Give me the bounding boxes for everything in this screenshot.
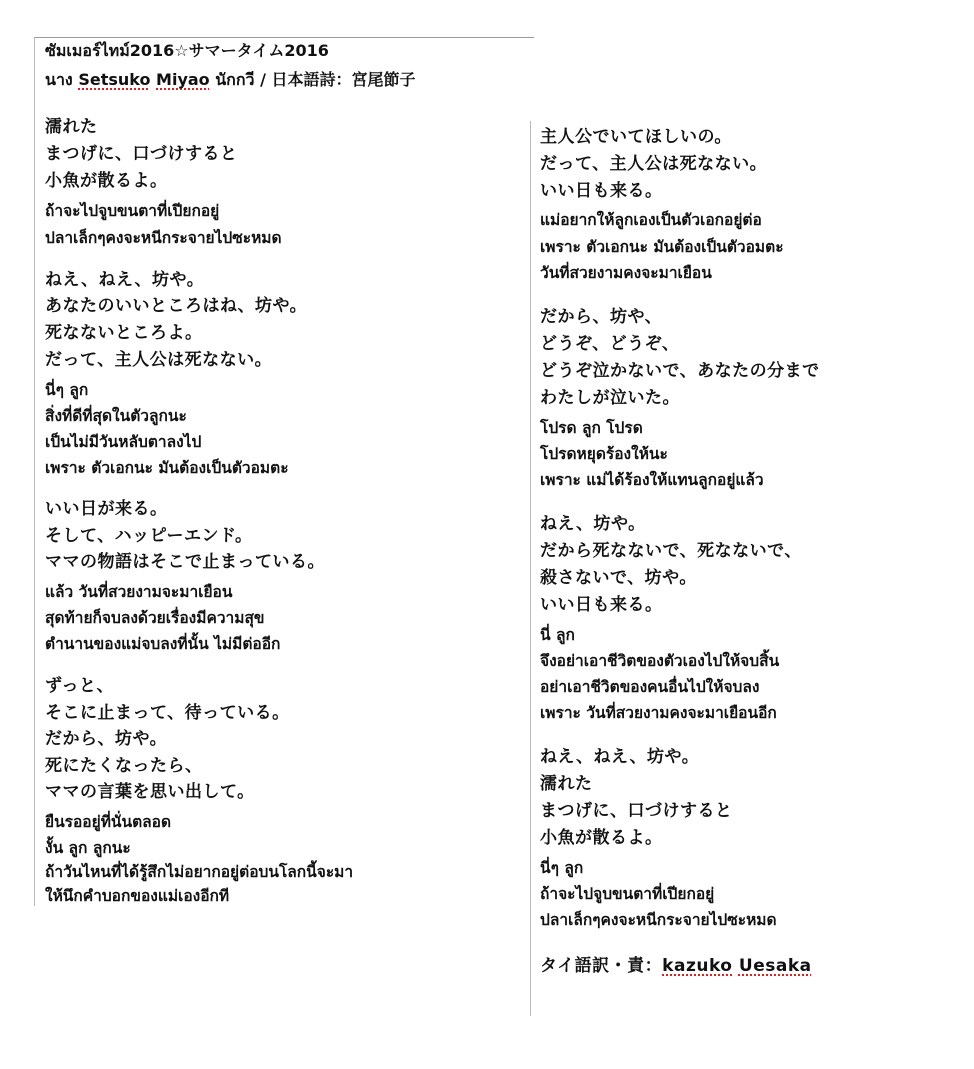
thai-line: ปลาเล็กๆคงจะหนีกระจายไปซะหมด <box>540 911 777 929</box>
stanza-line: 死にたくなったら、 <box>45 756 203 776</box>
credit-name-last: Miyao <box>156 70 210 89</box>
stanza-line: だって、主人公は死なない。 <box>45 350 273 370</box>
thai-line: ถ้าจะไปจูบขนตาที่เปียกอยู่ <box>45 202 220 220</box>
stanza-line: ずっと、 <box>45 676 114 696</box>
stanza-line: だから、坊や、 <box>540 307 663 327</box>
thai-line: ยืนรออยู่ที่นั่นตลอด <box>45 813 172 831</box>
stanza-line: 殺さないで、坊や。 <box>540 568 697 588</box>
stanza-line: ねえ、ねえ、坊や。 <box>45 270 205 290</box>
stanza-line: ねえ、坊や。 <box>540 514 646 534</box>
thai-line: ให้นึกคำบอกของแม่เองอีกที <box>45 887 230 905</box>
thai-line: เพราะ ตัวเอกนะ มันต้องเป็นตัวอมตะ <box>45 459 289 477</box>
thai-line: งั้น ลูก ลูกนะ <box>45 839 131 857</box>
stanza-line: 濡れた <box>540 774 593 794</box>
thai-line: โปรด ลูก โปรด <box>540 419 643 437</box>
stanza-line: まつげに、口づけすると <box>540 801 733 821</box>
thai-line: โปรดหยุดร้องให้นะ <box>540 445 668 463</box>
thai-line: เพราะ วันที่สวยงามคงจะมาเยือนอีก <box>540 704 777 722</box>
translator-credit <box>540 956 812 976</box>
stanza-line: だから死なないで、死なないで、 <box>540 541 802 561</box>
stanza-line: ママの言葉を思い出して。 <box>45 782 255 802</box>
stanza-line: 小魚が散るよ。 <box>45 171 168 191</box>
stanza-line: どうぞ、どうぞ、 <box>540 334 680 354</box>
translator-name-last: Uesaka <box>738 956 812 976</box>
thai-line: ตำนานของแม่จบลงที่นั้น ไม่มีต่ออีก <box>45 635 281 653</box>
stanza-line: 小魚が散るよ。 <box>540 828 663 848</box>
translator-prefix: タイ語訳・責： <box>540 956 663 976</box>
right-text-column <box>530 121 950 1016</box>
thai-line: เพราะ ตัวเอกนะ มันต้องเป็นตัวอมตะ <box>540 238 784 256</box>
stanza-line: あなたのいいところはね、坊や。 <box>45 296 308 316</box>
thai-line: แม่อยากให้ลูกเองเป็นตัวเอกอยู่ต่อ <box>540 211 762 229</box>
stanza-line: どうぞ泣かないで、あなたの分まで <box>540 361 820 381</box>
stanza-line: ねえ、ねえ、坊や。 <box>540 747 700 767</box>
stanza-line: そこに止まって、待っている。 <box>45 703 290 723</box>
thai-line: นี่ๆ ลูก <box>45 381 89 399</box>
thai-line: แล้ว วันที่สวยงามจะมาเยือน <box>45 583 233 601</box>
stanza-line: いい日が来る。 <box>45 499 168 519</box>
stanza-line: 主人公でいてほしいの。 <box>540 127 732 147</box>
stanza-line: まつげに、口づけすると <box>45 144 238 164</box>
stanza-line: ママの物語はそこで止まっている。 <box>45 552 325 572</box>
stanza-line: 死なないところよ。 <box>45 323 203 343</box>
stanza-line: だから、坊や。 <box>45 729 168 749</box>
credit-prefix: นาง <box>45 70 79 89</box>
poem-title: ซัมเมอร์ไทม์2016☆サマータイム2016 <box>45 41 329 60</box>
thai-line: ถ้าจะไปจูบขนตาที่เปียกอยู่ <box>540 885 715 903</box>
thai-line: ถ้าวันไหนที่ได้รู้สึกไม่อยากอยู่ต่อบนโลกนี้จะมา <box>45 863 354 881</box>
thai-line: สุดท้ายก็จบลงด้วยเรื่องมีความสุข <box>45 609 265 627</box>
stanza-line: いい日も来る。 <box>540 595 663 615</box>
thai-line: นี่ ลูก <box>540 626 575 644</box>
translator-name-first: kazuko <box>662 956 733 976</box>
stanza-line: そして、ハッピーエンド。 <box>45 526 253 546</box>
thai-line: นี่ๆ ลูก <box>540 859 584 877</box>
thai-line: อย่าเอาชีวิตของคนอื่นไปให้จบลง <box>540 678 760 696</box>
thai-line: เพราะ แม่ได้ร้องให้แทนลูกอยู่แล้ว <box>540 471 764 489</box>
credit-name-first: Setsuko <box>78 70 151 89</box>
thai-line: เป็นไม่มีวันหลับตาลงไป <box>45 433 202 451</box>
stanza-line: いい日も来る。 <box>540 181 663 201</box>
stanza-line: わたしが泣いた。 <box>540 388 680 408</box>
thai-line: จึงอย่าเอาชีวิตของตัวเองไปให้จบสิ้น <box>540 652 780 670</box>
thai-line: สิ่งที่ดีที่สุดในตัวลูกนะ <box>45 407 187 425</box>
stanza-line: だって、主人公は死なない。 <box>540 154 768 174</box>
poem-credit <box>45 70 416 90</box>
thai-line: วันที่สวยงามคงจะมาเยือน <box>540 264 712 282</box>
thai-line: ปลาเล็กๆคงจะหนีกระจายไปซะหมด <box>45 229 282 247</box>
left-text-column <box>34 37 534 906</box>
stanza-line: 濡れた <box>45 117 98 137</box>
credit-suffix: นักกวี / 日本語詩：宮尾節子 <box>209 70 416 89</box>
